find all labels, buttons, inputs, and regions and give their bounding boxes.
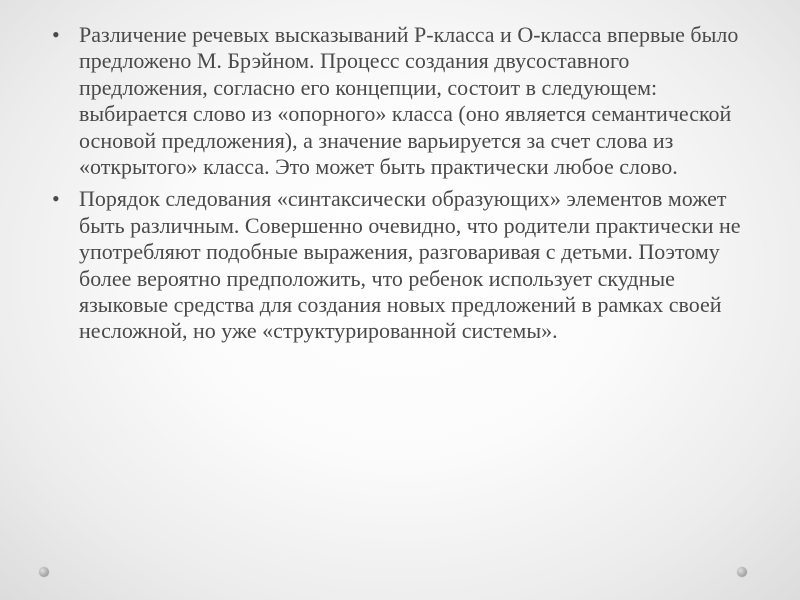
decorative-dot-icon-right [737, 567, 747, 577]
bullet-item-2 [52, 186, 752, 344]
bullet-item-1 [52, 22, 752, 180]
bullet-text: Порядок следования «синтаксически образующих» элементов может быть различным. Совершенно очевидно, что родители практически не употребляют подобные выражения, разговаривая с детьми. Поэтому более вероятно предположить, что ребенок использует скудные языковые средства для создания новых предложений в рамках своей несложной, но уже «структурированной системы». [79, 186, 741, 344]
bullet-icon: • [52, 186, 60, 212]
bullet-text: Различение речевых высказываний Р-класса и О-класса впервые было предложено М. Брэйном. Процесс создания двусоставного предложения, согласно его концепции, состоит в следующем: выбирается слово из «опорного» класса (оно является семантической основой предложения), а значение варьируется за счет слова из «открытого» класса. Это может быть практически любое слово. [79, 22, 739, 180]
decorative-dot-icon-left [39, 567, 49, 577]
bullet-icon: • [52, 22, 60, 47]
bullet-list [52, 22, 752, 345]
slide-content [52, 22, 752, 351]
